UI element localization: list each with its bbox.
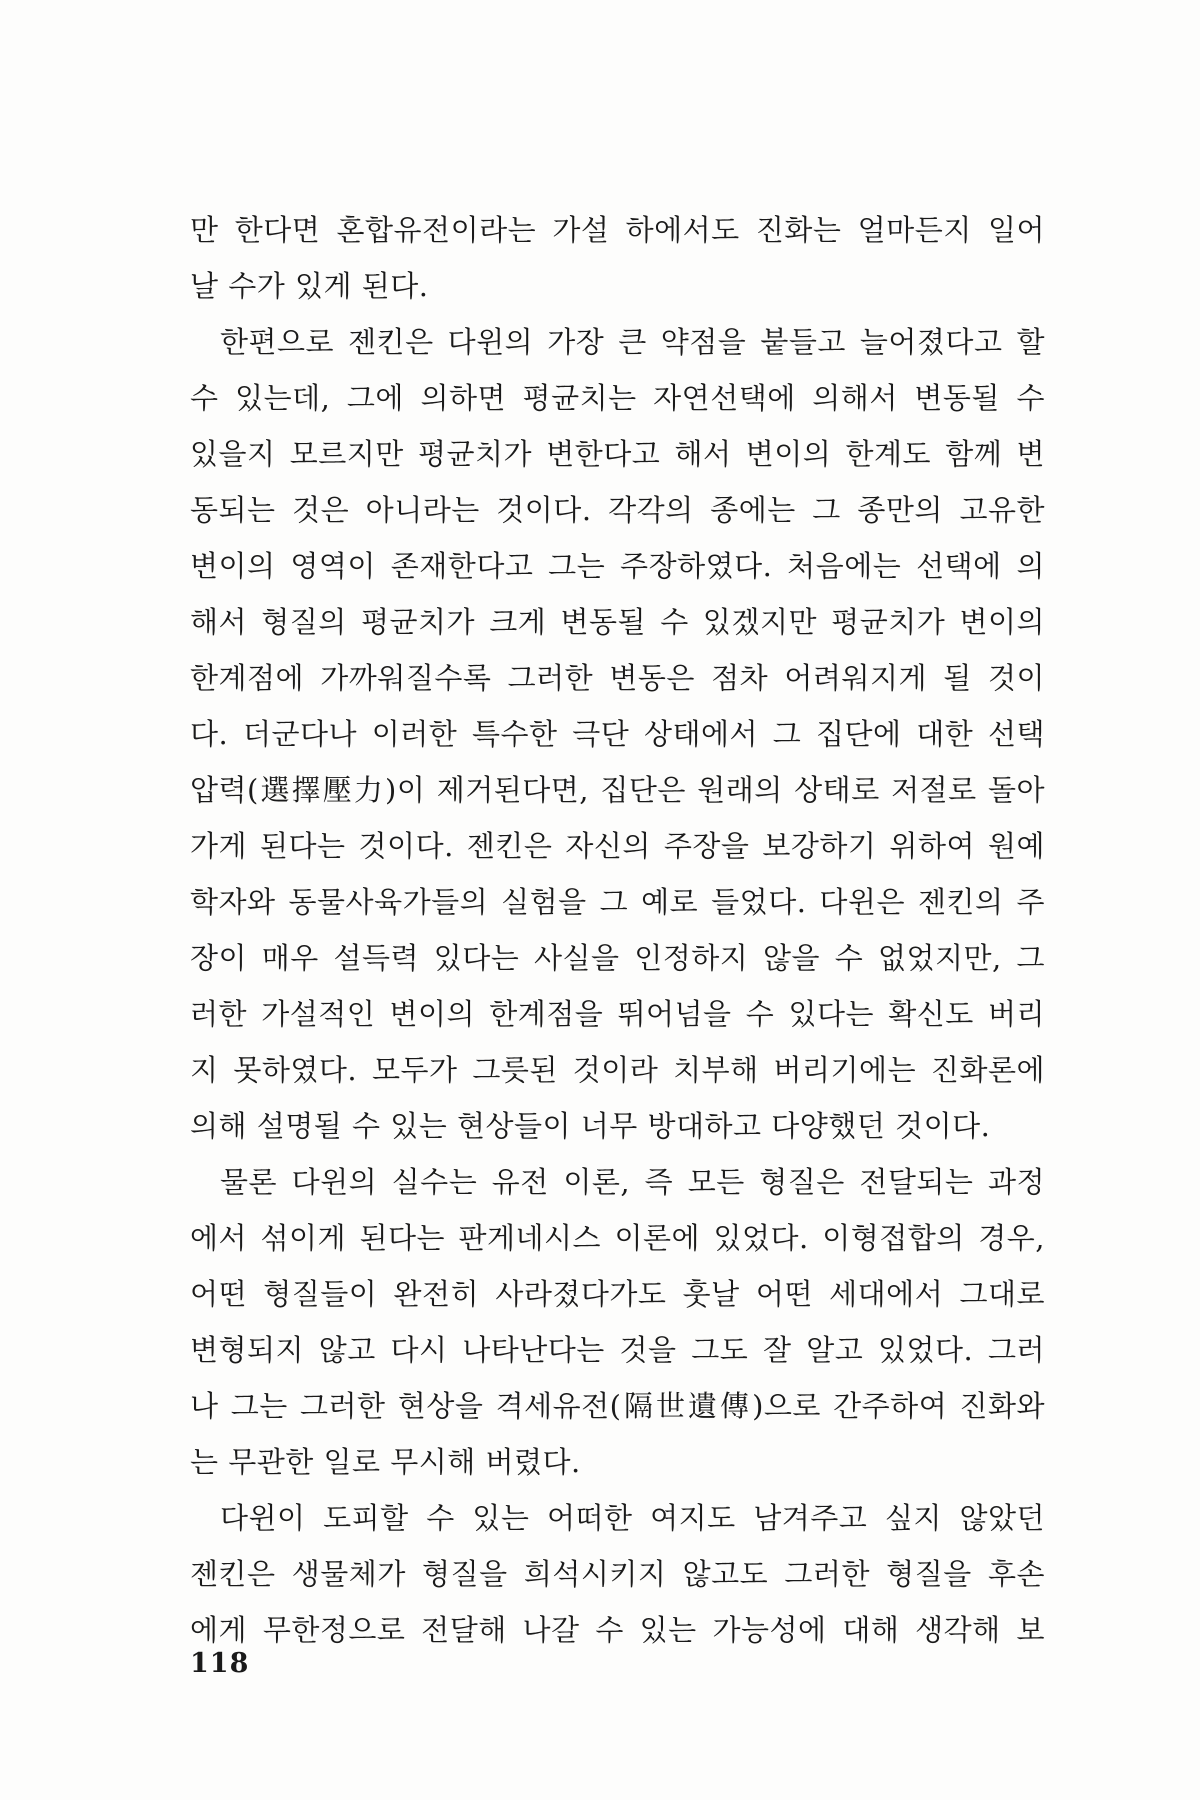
text-line: 나 그는 그러한 현상을 격세유전(隔世遺傳)으로 간주하여 진화와 <box>190 1389 1045 1423</box>
page-number: 118 <box>190 1648 250 1679</box>
text-line: 한편으로 젠킨은 다윈의 가장 큰 약점을 붙들고 늘어졌다고 할 <box>220 325 1045 359</box>
text-line: 가게 된다는 것이다. 젠킨은 자신의 주장을 보강하기 위하여 원예 <box>190 829 1045 863</box>
text-line: 변형되지 않고 다시 나타난다는 것을 그도 잘 알고 있었다. 그러 <box>190 1333 1045 1367</box>
text-line: 다. 더군다나 이러한 특수한 극단 상태에서 그 집단에 대한 선택 <box>190 717 1045 751</box>
text-line: 장이 매우 설득력 있다는 사실을 인정하지 않을 수 없었지만, 그 <box>190 941 1045 975</box>
text-line: 학자와 동물사육가들의 실험을 그 예로 들었다. 다윈은 젠킨의 주 <box>190 885 1045 919</box>
text-line: 의해 설명될 수 있는 현상들이 너무 방대하고 다양했던 것이다. <box>190 1109 991 1143</box>
text-line: 물론 다윈의 실수는 유전 이론, 즉 모든 형질은 전달되는 과정 <box>220 1165 1045 1199</box>
text-line: 지 못하였다. 모두가 그릇된 것이라 치부해 버리기에는 진화론에 <box>190 1053 1045 1087</box>
text-line: 에서 섞이게 된다는 판게네시스 이론에 있었다. 이형접합의 경우, <box>190 1221 1045 1255</box>
text-line: 는 무관한 일로 무시해 버렸다. <box>190 1445 581 1479</box>
text-line: 젠킨은 생물체가 형질을 희석시키지 않고도 그러한 형질을 후손 <box>190 1557 1045 1591</box>
text-line: 압력(選擇壓力)이 제거된다면, 집단은 원래의 상태로 저절로 돌아 <box>190 773 1045 807</box>
text-line: 에게 무한정으로 전달해 나갈 수 있는 가능성에 대해 생각해 보 <box>190 1613 1045 1647</box>
text-line: 어떤 형질들이 완전히 사라졌다가도 훗날 어떤 세대에서 그대로 <box>190 1277 1045 1311</box>
text-line: 있을지 모르지만 평균치가 변한다고 해서 변이의 한계도 함께 변 <box>190 437 1045 471</box>
text-line: 러한 가설적인 변이의 한계점을 뛰어넘을 수 있다는 확신도 버리 <box>190 997 1045 1031</box>
text-line: 동되는 것은 아니라는 것이다. 각각의 종에는 그 종만의 고유한 <box>190 493 1045 527</box>
text-line: 수 있는데, 그에 의하면 평균치는 자연선택에 의해서 변동될 수 <box>190 381 1045 415</box>
text-line: 날 수가 있게 된다. <box>190 269 429 303</box>
body-text <box>190 202 1045 1658</box>
text-line: 변이의 영역이 존재한다고 그는 주장하였다. 처음에는 선택에 의 <box>190 549 1045 583</box>
text-line: 다윈이 도피할 수 있는 어떠한 여지도 남겨주고 싶지 않았던 <box>220 1501 1045 1535</box>
text-line: 한계점에 가까워질수록 그러한 변동은 점차 어려워지게 될 것이 <box>190 661 1045 695</box>
text-line: 해서 형질의 평균치가 크게 변동될 수 있겠지만 평균치가 변이의 <box>190 605 1045 639</box>
text-line: 만 한다면 혼합유전이라는 가설 하에서도 진화는 얼마든지 일어 <box>190 213 1045 247</box>
